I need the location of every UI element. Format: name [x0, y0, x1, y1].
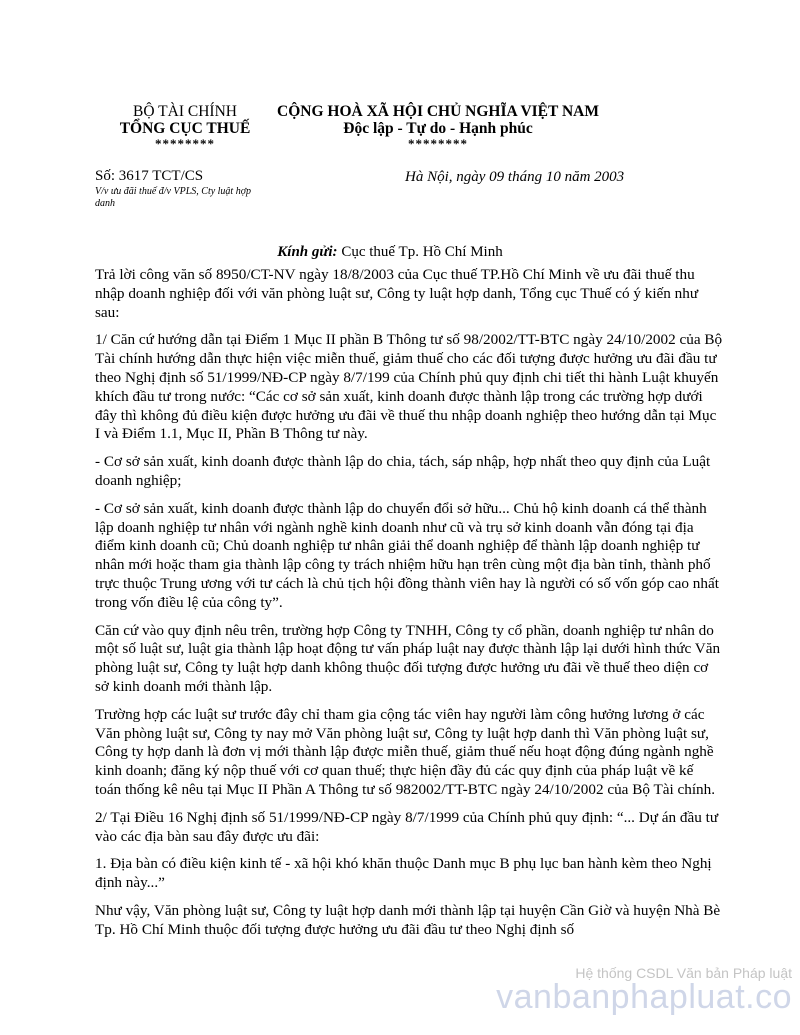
- recipient-name: Cục thuế Tp. Hồ Chí Minh: [337, 244, 503, 260]
- document-date: Hà Nội, ngày 09 tháng 10 năm 2003: [405, 169, 625, 185]
- paragraph: - Cơ sở sản xuất, kinh doanh được thành lập do chia, tách, sáp nhập, hợp nhất theo quy định của Luật doanh nghiệp;: [95, 453, 711, 489]
- document-body: [95, 266, 723, 949]
- department-name: TỔNG CỤC THUẾ: [119, 120, 251, 137]
- left-stars: ********: [155, 136, 215, 151]
- ministry-name: BỘ TÀI CHÍNH: [133, 103, 237, 120]
- right-stars: ********: [408, 136, 468, 151]
- paragraph: 1/ Căn cứ hướng dẫn tại Điểm 1 Mục II phần B Thông tư số 98/2002/TT-BTC ngày 24/10/2002 của Bộ Tài chính hướng dẫn thực hiện việc miễn thuế, giảm thuế cho các đối tượng được hưởng ưu đãi đầu tư theo Nghị định số 51/1999/NĐ-CP ngày 8/7/199 của Chính phủ quy định chi tiết thi hành Luật khuyến khích đầu tư trong nước: “Các cơ sở sản xuất, kinh doanh được thành lập trong các trường hợp dưới đây thì không đủ điều kiện được hưởng ưu đãi về thuế thu nhập doanh nghiệp theo hướng dẫn tại Mục I và Điểm 1.1, Mục II, Phần B Thông tư này.: [95, 331, 723, 443]
- document-number: Số: 3617 TCT/CS: [95, 168, 204, 184]
- paragraph: Trường hợp các luật sư trước đây chỉ tham gia cộng tác viên hay người làm công hưởng lương ở các Văn phòng luật sư, Công ty nay mở Văn phòng luật sư, Công ty luật hợp danh thì Văn phòng luật sư, Công ty hợp danh là đơn vị mới thành lập được miễn thuế, giảm thuế nếu hoạt động đúng ngành nghề kinh doanh; đăng ký nộp thuế với cơ quan thuế; thực hiện đầy đủ các quy định của pháp luật về kế toán thống kê nêu tại Mục II Phần A Thông tư số 982002/TT-BTC ngày 24/10/2002 của Bộ Tài chính.: [95, 705, 716, 798]
- paragraph: - Cơ sở sản xuất, kinh doanh được thành lập do chuyển đổi sở hữu... Chủ hộ kinh doanh cá thể thành lập doanh nghiệp tư nhân với ngành nghề kinh doanh như cũ và trụ sở kinh doanh vẫn đóng tại địa điểm kinh doanh cũ; Chủ doanh nghiệp tư nhân giải thể doanh nghiệp để thành lập doanh nghiệp tư nhân mới hoặc tham gia thành lập công ty trách nhiệm hữu hạn trên cùng một địa bàn tỉnh, thành phố trực thuộc Trung ương với tư cách là chủ tịch hội đồng thành viên hay là người có số vốn góp cao nhất trong vốn điều lệ của công ty”.: [95, 499, 719, 611]
- motto: Độc lập - Tự do - Hạnh phúc: [343, 120, 533, 137]
- watermark-caption: Hệ thống CSDL Văn bản Pháp luật: [575, 965, 792, 981]
- document-subject: V/v ưu đãi thuế đ/v VPLS, Cty luật hợp danh: [95, 186, 252, 209]
- paragraph: 1. Địa bàn có điều kiện kinh tế - xã hội khó khăn thuộc Danh mục B phụ lục ban hành kèm theo Nghị định này...”: [95, 855, 712, 892]
- paragraph: Trả lời công văn số 8950/CT-NV ngày 18/8/2003 của Cục thuế TP.Hồ Chí Minh về ưu đãi thuế thu nhập doanh nghiệp đối với văn phòng luật sư, Công ty luật hợp danh, Tổng cục Thuế có ý kiến như sau:: [95, 266, 699, 321]
- republic-name: CỘNG HOÀ XÃ HỘI CHỦ NGHĨA VIỆT NAM: [277, 103, 599, 120]
- issuing-authority: [95, 103, 275, 151]
- recipient-label: Kính gửi:: [277, 244, 338, 260]
- paragraph: Căn cứ vào quy định nêu trên, trường hợp Công ty TNHH, Công ty cổ phần, doanh nghiệp tư nhân do một số luật sư, luật gia thành lập hoạt động tư vấn pháp luật nay được thành lập lại dưới hình thức Văn phòng luật sư, Công ty luật hợp danh không thuộc đối tượng được hưởng ưu đãi về thuế theo diện cơ sở kinh doanh mới thành lập.: [95, 621, 721, 695]
- national-heading: [268, 103, 608, 151]
- paragraph: Như vậy, Văn phòng luật sư, Công ty luật hợp danh mới thành lập tại huyện Cần Giờ và huyện Nhà Bè Tp. Hồ Chí Minh thuộc đối tượng được hưởng ưu đãi đầu tư theo Nghị định số: [95, 901, 721, 938]
- paragraph: 2/ Tại Điều 16 Nghị định số 51/1999/NĐ-CP ngày 8/7/1999 của Chính phủ quy định: “... Dự án đầu tư vào các địa bàn sau đây được ưu đãi:: [95, 808, 719, 845]
- watermark-site: vanbanphapluat.co: [496, 978, 792, 1016]
- recipient-line: [0, 244, 780, 261]
